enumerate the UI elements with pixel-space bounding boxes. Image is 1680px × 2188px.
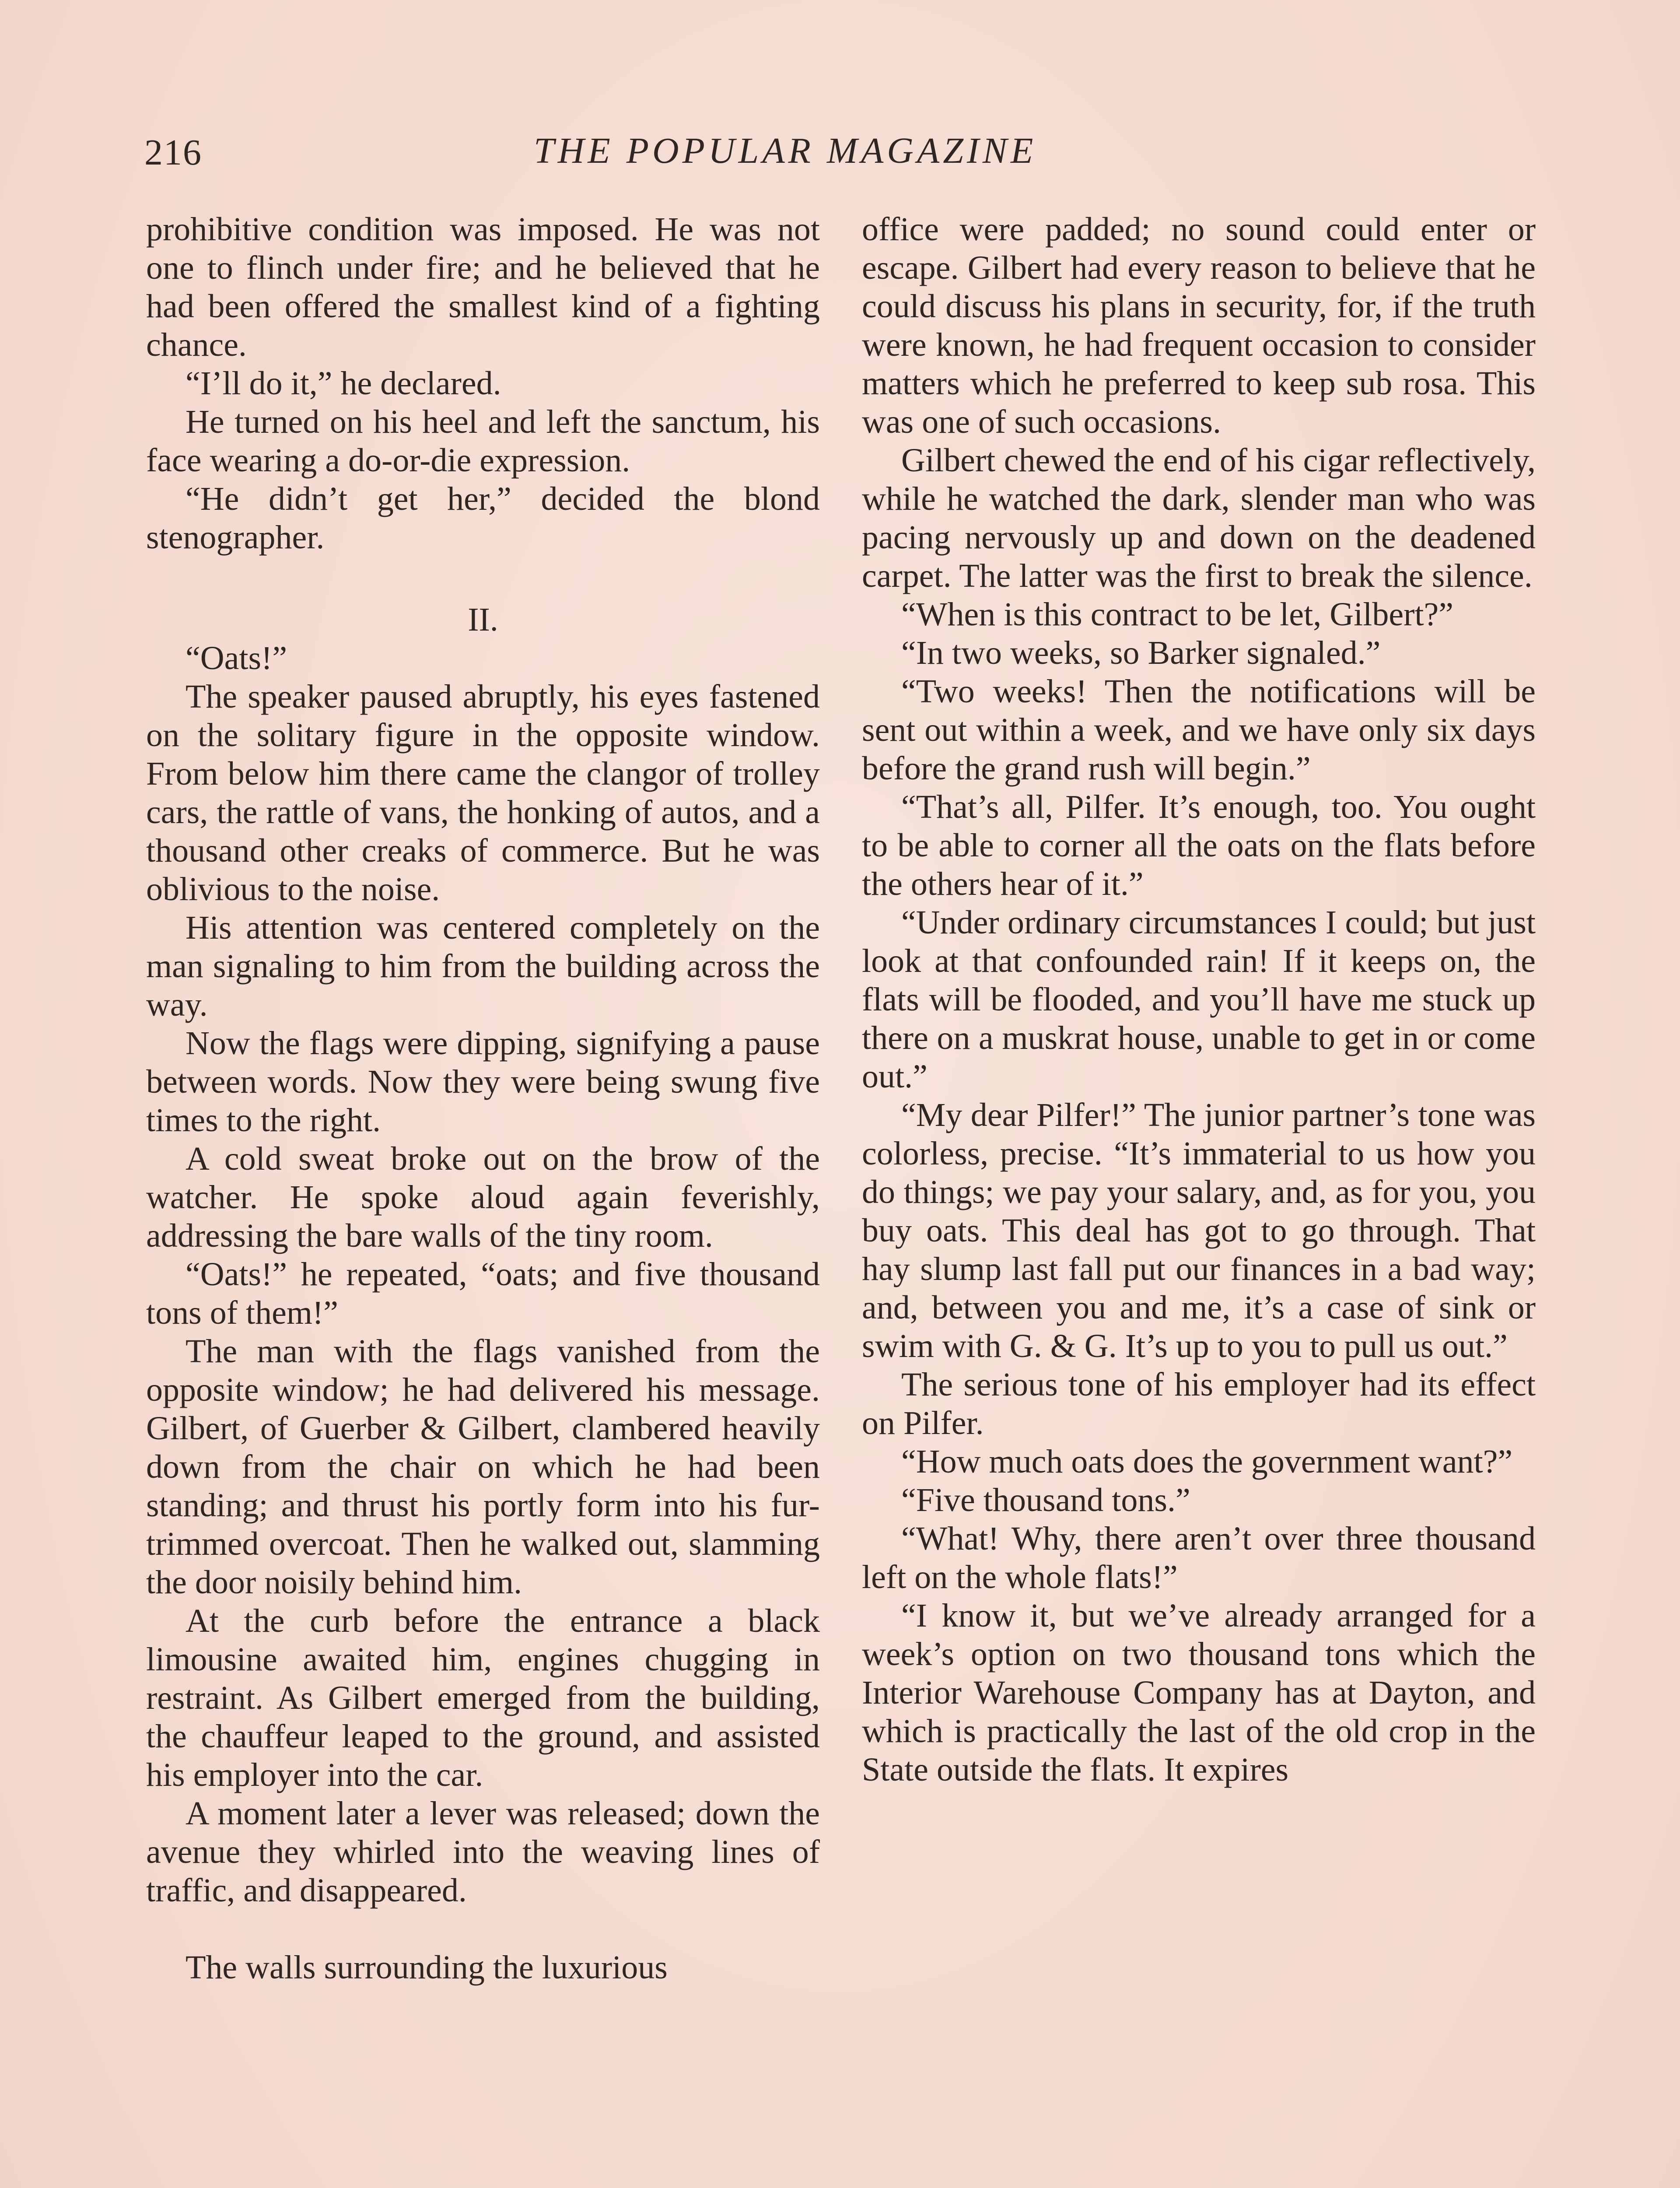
paragraph: The speaker paused abruptly, his eyes fastened on the solitary figure in the opposite window. From below him there came the clangor of trolley cars, the rattle of vans, the honking of autos, and a thousand other creaks of commerce. But he was oblivious to the noise. (146, 678, 820, 908)
paragraph: “Five thousand tons.” (901, 1482, 1190, 1518)
paragraph: His attention was centered completely on the man signaling to him from the building across the way. (146, 909, 820, 1023)
section-heading: II. (468, 601, 498, 638)
paragraph: “What! Why, there aren’t over three thousand left on the whole flats!” (862, 1520, 1536, 1595)
paragraph: Now the flags were dipping, signifying a pause between words. Now they were being swung five times to the right. (146, 1025, 820, 1139)
paragraph: He turned on his heel and left the sanctum, his face wearing a do-or-die expression. (146, 403, 820, 479)
paragraph: “How much oats does the government want?” (901, 1443, 1513, 1480)
paragraph: office were padded; no sound could enter or escape. Gilbert had every reason to believe that he could discuss his plans in security, for, if the truth were known, he had frequent occasion to consider matters which he preferred to keep sub rosa. This was one of such occasions. (862, 211, 1536, 440)
paragraph: “Oats!” (186, 640, 287, 677)
paragraph: The walls surrounding the luxurious (186, 1949, 668, 1986)
paragraph: “My dear Pilfer!” The junior partner’s tone was colorless, precise. “It’s immaterial to us how you do things; we pay your salary, and, as for you, you buy oats. This deal has got to go through. That hay slump last fall put our finances in a bad way; and, between you and me, it’s a case of sink or swim with G. & G. It’s up to you to pull us out.” (862, 1097, 1536, 1364)
paragraph: “In two weeks, so Barker signaled.” (901, 635, 1381, 671)
paragraph: “When is this contract to be let, Gilbert?” (901, 596, 1453, 633)
paragraph: “Oats!” he repeated, “oats; and five thousand tons of them!” (146, 1256, 820, 1331)
paragraph: prohibitive condition was imposed. He was not one to flinch under fire; and he believed that he had been offered the smallest kind of a fighting chance. (146, 211, 820, 363)
paragraph: “He didn’t get her,” decided the blond stenographer. (146, 480, 820, 556)
paragraph: “That’s all, Pilfer. It’s enough, too. You ought to be able to corner all the oats on the flats before the others hear of it.” (862, 789, 1536, 902)
paragraph: Gilbert chewed the end of his cigar reflectively, while he watched the dark, slender man who was pacing nervously up and down on the deadened carpet. The latter was the first to break the silence. (862, 442, 1536, 594)
paragraph: The serious tone of his employer had its effect on Pilfer. (862, 1366, 1536, 1441)
page-number: 216 (144, 132, 202, 173)
paragraph: “Two weeks! Then the notifications will be sent out within a week, and we have only six days before the grand rush will begin.” (862, 673, 1536, 787)
paragraph: A moment later a lever was released; down the avenue they whirled into the weaving lines of traffic, and disappeared. (146, 1795, 820, 1909)
paragraph: The man with the flags vanished from the opposite window; he had delivered his message. Gilbert, of Guerber & Gilbert, clambered heavily down from the chair on which he had been standing; and thrust his portly form into his fur-trimmed overcoat. Then he walked out, slamming the door noisily behind him. (146, 1333, 820, 1601)
paragraph: “I’ll do it,” he declared. (186, 365, 501, 402)
left-text-column (146, 210, 820, 1987)
paragraph: “Under ordinary circumstances I could; but just look at that confounded rain! If it keeps on, the flats will be flooded, and you’ll have me stuck up there on a muskrat house, unable to get in or come out.” (862, 904, 1536, 1095)
paragraph: A cold sweat broke out on the brow of the watcher. He spoke aloud again feverishly, addressing the bare walls of the tiny room. (146, 1140, 820, 1254)
running-head-title: THE POPULAR MAGAZINE (534, 130, 1037, 171)
right-text-column (862, 210, 1536, 1789)
paragraph: At the curb before the entrance a black limousine awaited him, engines chugging in restraint. As Gilbert emerged from the building, the chauffeur leaped to the ground, and assisted his employer into the car. (146, 1602, 820, 1793)
paragraph: “I know it, but we’ve already arranged for a week’s option on two thousand tons which the Interior Warehouse Company has at Dayton, and which is practically the last of the old crop in the State outside the flats. It expires (862, 1597, 1536, 1788)
